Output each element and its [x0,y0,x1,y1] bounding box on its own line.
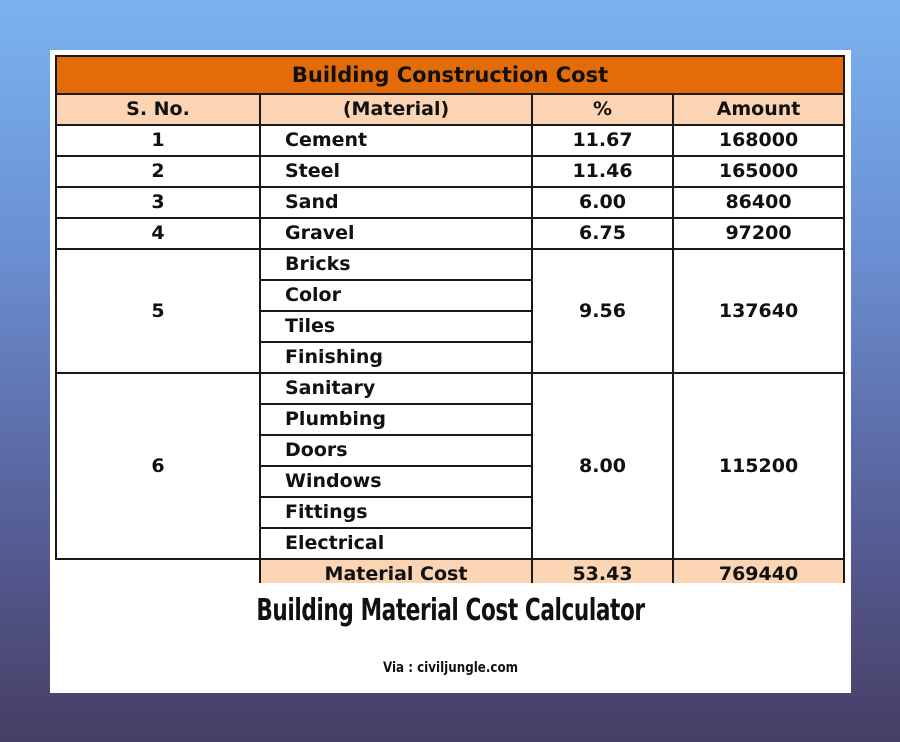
material-cell: Finishing [260,342,532,373]
material-cell: Sanitary [260,373,532,404]
percent-cell: 6.00 [532,187,673,218]
sno-cell: 4 [56,218,260,249]
amount-cell: 97200 [673,218,844,249]
amount-cell: 115200 [673,373,844,559]
material-cell: Cement [260,125,532,156]
material-cell: Tiles [260,311,532,342]
header-amount: Amount [673,94,844,125]
header-percent: % [532,94,673,125]
percent-cell: 11.46 [532,156,673,187]
table-row [56,249,844,280]
percent-cell: 6.75 [532,218,673,249]
total-percent: 53.43 [532,559,673,583]
caption-panel [50,583,851,693]
material-cell: Color [260,280,532,311]
percent-cell: 8.00 [532,373,673,559]
total-amount: 769440 [673,559,844,583]
table-title: Building Construction Cost [56,56,844,94]
amount-cell: 137640 [673,249,844,373]
material-cell: Gravel [260,218,532,249]
sno-cell: 3 [56,187,260,218]
table-row [56,156,844,187]
material-cell: Sand [260,187,532,218]
material-cell: Doors [260,435,532,466]
percent-cell: 9.56 [532,249,673,373]
sno-cell: 6 [56,373,260,559]
cost-table-image [55,55,846,583]
sno-cell: 5 [56,249,260,373]
table-row [56,218,844,249]
sno-cell: 2 [56,156,260,187]
total-empty-cell [56,559,260,583]
sno-cell: 1 [56,125,260,156]
material-cell: Windows [260,466,532,497]
caption-title: Building Material Cost Calculator [256,593,645,628]
material-cell: Bricks [260,249,532,280]
material-cell: Plumbing [260,404,532,435]
total-label: Material Cost [260,559,532,583]
image-card [50,50,851,693]
total-row [56,559,844,583]
header-material: (Material) [260,94,532,125]
table-row [56,187,844,218]
cost-table [55,55,845,583]
material-cell: Steel [260,156,532,187]
percent-cell: 11.67 [532,125,673,156]
amount-cell: 165000 [673,156,844,187]
table-row [56,373,844,404]
material-cell: Electrical [260,528,532,559]
amount-cell: 86400 [673,187,844,218]
material-cell: Fittings [260,497,532,528]
header-sno: S. No. [56,94,260,125]
caption-source: Via : civiljungle.com [382,660,519,676]
amount-cell: 168000 [673,125,844,156]
table-row [56,125,844,156]
